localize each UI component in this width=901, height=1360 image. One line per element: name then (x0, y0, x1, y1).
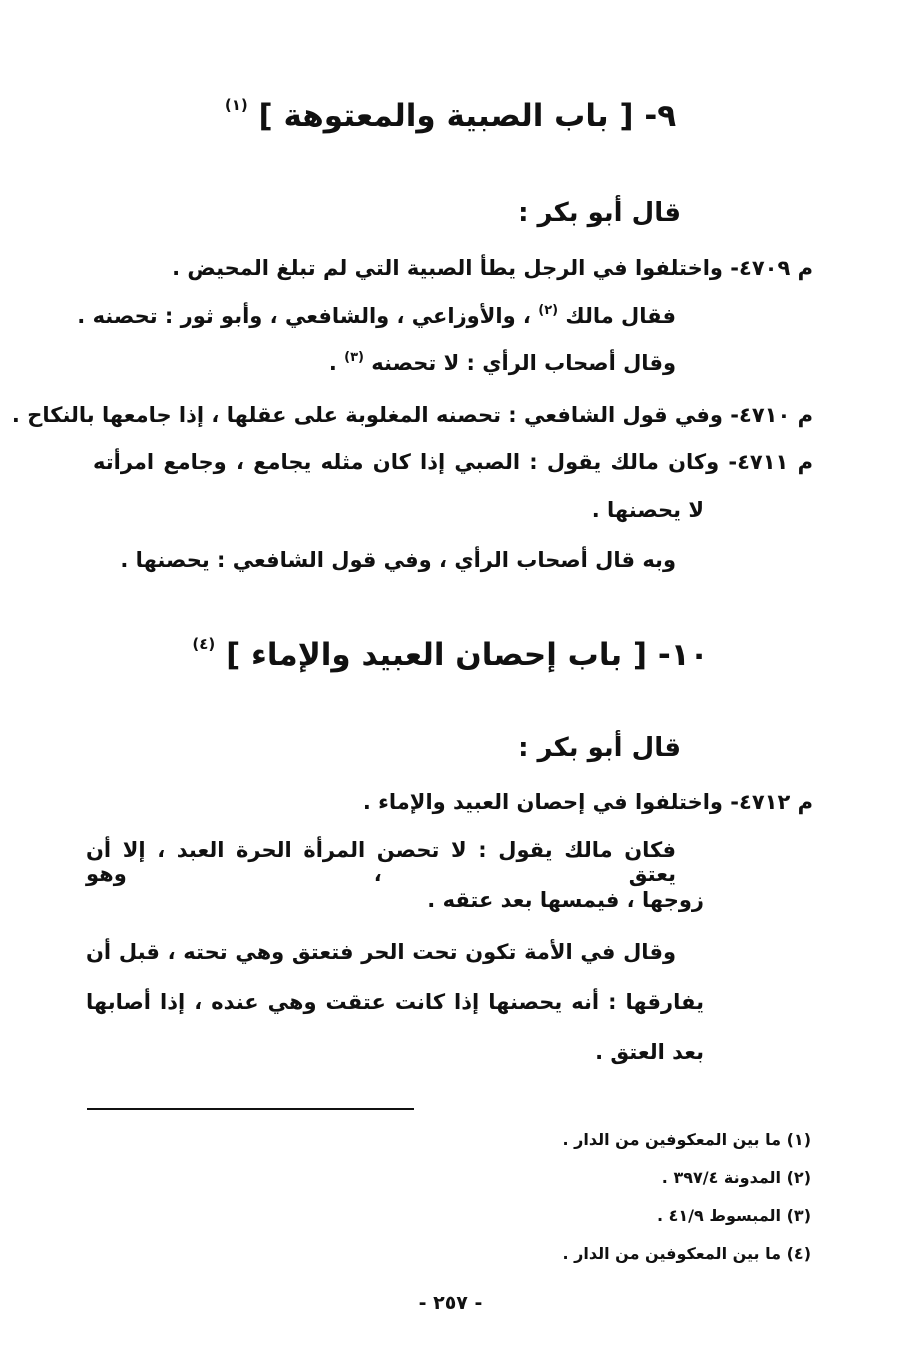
footnote-separator (87, 1108, 414, 1110)
paragraph-4711: م ٤٧١١- وكان مالك يقول : الصبي إذا كان مثله يجامع ، وجامع امرأته (93, 450, 813, 474)
footnote-3: (٣) المبسوط ٤١/٩ . (656, 1206, 811, 1225)
section-10-title: ١٠- [ باب إحصان العبيد والإماء ] (226, 637, 709, 673)
paragraph-4712: م ٤٧١٢- واختلفوا في إحصان العبيد والإماء . (362, 790, 813, 814)
section-10-heading (0, 635, 901, 673)
section-9-title: ٩- [ باب الصبية والمعتوهة ] (258, 98, 677, 134)
abu-bakr-said-1: قال أبو بكر : (518, 198, 681, 228)
paragraph-slave-woman-end: بعد العتق . (595, 1040, 704, 1064)
paragraph-malik-opinion: فقال مالك $^{(٢)}$ ، والأوزاعي ، والشافعي ، وأبو ثور : تحصنه . (77, 303, 676, 328)
paragraph-malik-slaves-continued: زوجها ، فيمسها بعد عتقه . (427, 888, 704, 912)
paragraph-malik-slaves: فكان مالك يقول : لا تحصن المرأة الحرة العبد ، إلا أن يعتق ، وهو (86, 838, 676, 886)
abu-bakr-said-2: قال أبو بكر : (518, 733, 681, 763)
footnote-ref-3: (٣) (344, 350, 364, 365)
paragraph-4709: م ٤٧٠٩- واختلفوا في الرجل يطأ الصبية التي لم تبلغ المحيض . (172, 256, 813, 280)
footnote-2: (٢) المدونة ٣٩٧/٤ . (661, 1168, 811, 1187)
paragraph-4710: م ٤٧١٠- وفي قول الشافعي : تحصنه المغلوبة على عقلها ، إذا جامعها بالنكاح . (11, 403, 813, 427)
footnote-4: (٤) ما بين المعكوفين من الدار . (562, 1244, 811, 1263)
section-9-footnote-ref: (١) (224, 96, 248, 114)
paragraph-slave-woman: وقال في الأمة تكون تحت الحر فتعتق وهي تحته ، قبل أن (86, 940, 676, 964)
paragraph-slave-woman-continued: يفارقها : أنه يحصنها إذا كانت عتقت وهي عنده ، إذا أصابها (86, 990, 704, 1014)
footnote-ref-2: (٢) (538, 303, 559, 318)
paragraph-4711-continued: لا يحصنها . (591, 498, 704, 522)
section-10-footnote-ref: (٤) (192, 635, 216, 653)
footnote-1: (١) ما بين المعكوفين من الدار . (562, 1130, 811, 1149)
paragraph-shafii-opinion: وبه قال أصحاب الرأي ، وفي قول الشافعي : يحصنها . (120, 548, 676, 572)
page-number: - ٢٥٧ - (418, 1292, 483, 1314)
section-9-heading (0, 96, 901, 134)
paragraph-ashab-alray: وقال أصحاب الرأي : لا تحصنه $^{(٣)}$ . (328, 350, 676, 375)
